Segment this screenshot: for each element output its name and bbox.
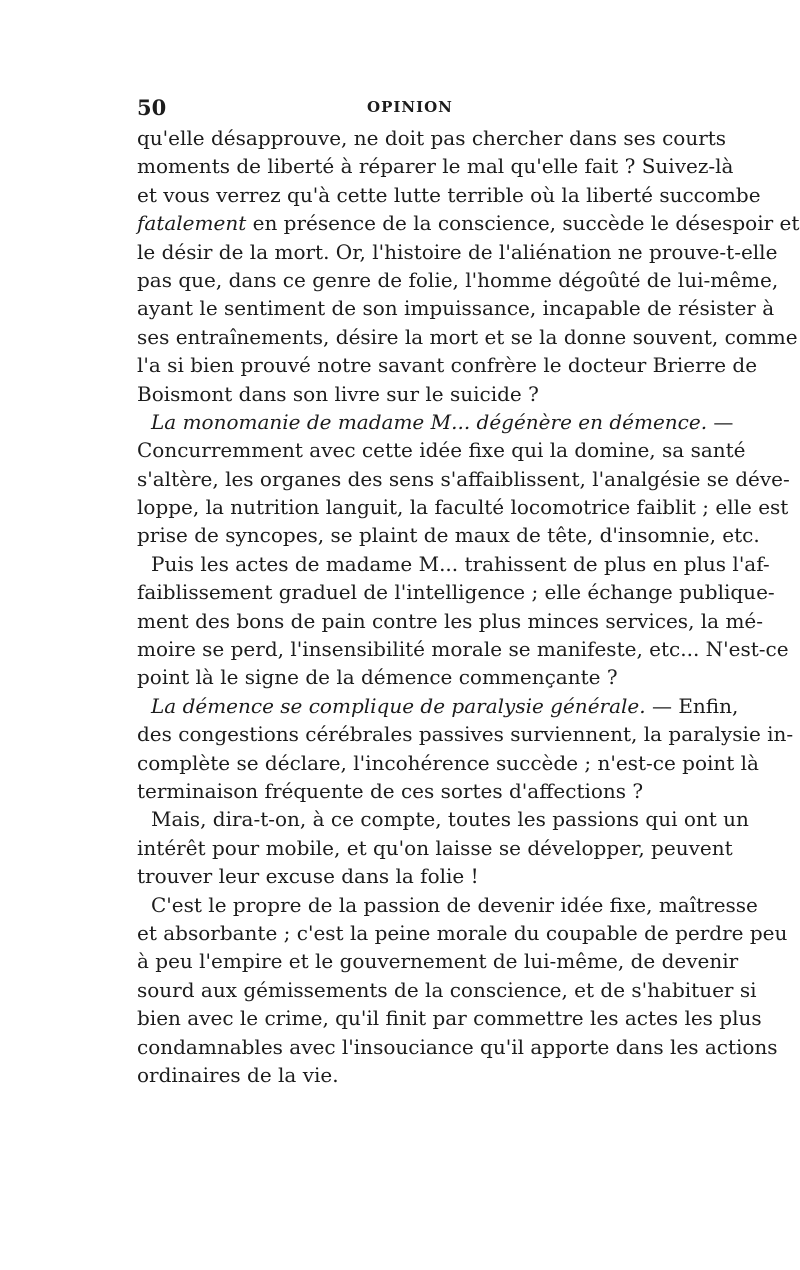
- text-line: [137, 834, 733, 862]
- line-text: moments de liberté à réparer le mal qu'elle fait ? Suivez-là: [137, 154, 734, 179]
- line-text: Mais, dira-t-on, à ce compte, toutes les passions qui ont un: [151, 807, 749, 832]
- text-line: [137, 692, 739, 720]
- line-text: pas que, dans ce genre de folie, l'homme dégoûté de lui-même,: [137, 267, 779, 292]
- line-text: Concurremment avec cette idée fixe qui la domine, sa santé: [137, 438, 746, 463]
- line-text: ordinaires de la vie.: [137, 1062, 339, 1087]
- italic-text: fatalement: [137, 211, 247, 236]
- line-text: sourd aux gémissements de la conscience, et de s'habituer si: [137, 977, 757, 1002]
- line-text: s'altère, les organes des sens s'affaiblissent, l'analgésie se déve-: [137, 466, 790, 491]
- text-line: [137, 294, 775, 322]
- text-line: [137, 805, 749, 833]
- text-line: [137, 465, 790, 493]
- line-text: intérêt pour mobile, et qu'on laisse se développer, peuvent: [137, 835, 733, 860]
- line-text: complète se déclare, l'incohérence succède ; n'est-ce point là: [137, 750, 759, 775]
- line-text: —: [707, 409, 734, 434]
- text-line: [137, 238, 778, 266]
- text-line: [137, 152, 734, 180]
- text-line: [137, 550, 770, 578]
- line-text: moire se perd, l'insensibilité morale se manifeste, etc... N'est-ce: [137, 637, 789, 662]
- text-line: [137, 749, 759, 777]
- line-text: en présence de la conscience, succède le désespoir et: [246, 211, 800, 236]
- text-line: [137, 1061, 679, 1089]
- line-text: l'a si bien prouvé notre savant confrère le docteur Brierre de: [137, 353, 758, 378]
- text-line: [137, 720, 794, 748]
- line-text: — Enfin,: [645, 693, 739, 718]
- page-number: 50: [137, 95, 167, 120]
- text-line: [137, 607, 764, 635]
- line-text: condamnables avec l'insouciance qu'il apporte dans les actions: [137, 1034, 778, 1059]
- text-line: [137, 976, 757, 1004]
- text-line: [137, 947, 739, 975]
- line-text: terminaison fréquente de ces sortes d'affections ?: [137, 778, 644, 803]
- line-text: Boismont dans son livre sur le suicide ?: [137, 381, 539, 406]
- text-line: [137, 493, 789, 521]
- running-title: OPINION: [367, 98, 453, 116]
- line-text: à peu l'empire et le gouvernement de lui-même, de devenir: [137, 949, 739, 974]
- text-line: [137, 521, 760, 549]
- line-text: C'est le propre de la passion de devenir idée fixe, maîtresse: [151, 892, 758, 917]
- line-text: des congestions cérébrales passives surviennent, la paralysie in-: [137, 722, 794, 747]
- text-line: [137, 408, 734, 436]
- text-line: [137, 1004, 762, 1032]
- line-text: prise de syncopes, se plaint de maux de tête, d'insomnie, etc.: [137, 523, 760, 548]
- text-line: [137, 862, 679, 890]
- text-line: [137, 578, 775, 606]
- text-line: [137, 891, 758, 919]
- text-line: [137, 351, 758, 379]
- text-line: [137, 635, 789, 663]
- text-line: [137, 919, 788, 947]
- text-line: [137, 1033, 778, 1061]
- line-text: le désir de la mort. Or, l'histoire de l'aliénation ne prouve-t-elle: [137, 239, 778, 264]
- line-text: faiblissement graduel de l'intelligence ; elle échange publique-: [137, 580, 775, 605]
- line-text: et vous verrez qu'à cette lutte terrible où la liberté succombe: [137, 182, 761, 207]
- line-text: trouver leur excuse dans la folie !: [137, 864, 479, 889]
- line-text: qu'elle désapprouve, ne doit pas chercher dans ses courts: [137, 126, 727, 150]
- line-text: Puis les actes de madame M... trahissent de plus en plus l'af-: [151, 551, 770, 576]
- line-text: ment des bons de pain contre les plus minces services, la mé-: [137, 608, 764, 633]
- italic-text: La monomanie de madame M... dégénère en démence.: [151, 409, 708, 434]
- page-header: [137, 95, 677, 125]
- text-line: [137, 209, 800, 237]
- line-text: loppe, la nutrition languit, la faculté locomotrice faiblit ; elle est: [137, 495, 789, 520]
- line-text: point là le signe de la démence commençante ?: [137, 665, 618, 690]
- italic-text: La démence se complique de paralysie générale.: [151, 693, 646, 718]
- line-text: bien avec le crime, qu'il finit par commettre les actes les plus: [137, 1006, 762, 1031]
- text-line: [137, 266, 779, 294]
- line-text: ses entraînements, désire la mort et se la donne souvent, comme: [137, 324, 798, 349]
- text-line: [137, 181, 761, 209]
- text-line: [137, 663, 679, 691]
- text-line: [137, 436, 746, 464]
- line-text: et absorbante ; c'est la peine morale du coupable de perdre peu: [137, 920, 788, 945]
- text-line: [137, 777, 679, 805]
- body-text: [137, 124, 800, 1089]
- text-line: [137, 323, 798, 351]
- text-line: [137, 380, 679, 408]
- line-text: ayant le sentiment de son impuissance, incapable de résister à: [137, 296, 775, 321]
- text-line: [137, 124, 727, 152]
